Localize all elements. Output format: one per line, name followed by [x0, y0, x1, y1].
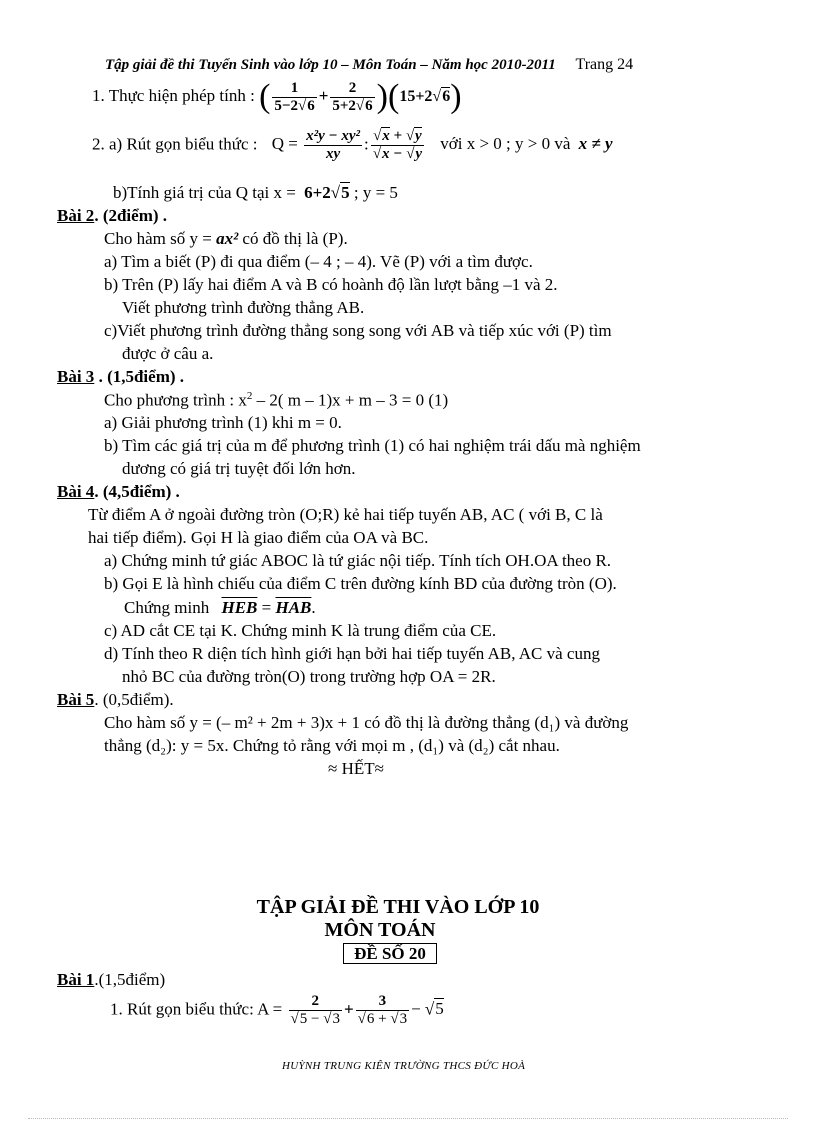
bai5-points: . (0,5điểm). — [94, 690, 174, 709]
q2-label: 2. a) Rút gọn biểu thức : — [92, 134, 258, 154]
bai2-line: c)Viết phương trình đường thẳng song song với AB và tiếp xúc với (P) tìm — [104, 321, 612, 340]
angle-heb: $\overline{HEB}$ — [221, 598, 258, 617]
bai4-line: nhỏ BC của đường tròn(O) trong trường hợp OA = 2R. — [122, 667, 496, 686]
bai5-line: Cho hàm số y = (– m² + 2m + 3)x + 1 có đồ thị là đường thẳng (d₁) và đường — [104, 713, 629, 732]
bai2-line: được ở câu a. — [122, 344, 214, 363]
bai1-question-1: 1. Rút gọn biểu thức: A = $\frac{2}{√5 - √3}$ + $\frac{3}{√6 + √3}$ − √5 — [110, 993, 444, 1027]
q2b-text: b)Tính giá trị của Q tại x = — [113, 183, 296, 202]
bai4-points: . (4,5điểm) . — [94, 482, 180, 501]
bai1-title: Bài 1 — [57, 970, 95, 989]
exam-number-box — [0, 944, 780, 964]
bai3-points: . (1,5điểm) . — [94, 367, 185, 386]
bai2-line: a) Tìm a biết (P) đi qua điểm (– 4 ; – 4). Vẽ (P) với a tìm được. — [104, 252, 533, 271]
bai4-line: a) Chứng minh tứ giác ABOC là tứ giác nội tiếp. Tính tích OH.OA theo R. — [104, 551, 612, 570]
end-mark: ≈ HẾT≈ — [328, 759, 384, 778]
page-footer: HUỲNH TRUNG KIÊN TRƯỜNG THCS ĐỨC HOÀ — [282, 1060, 526, 1072]
bai2-line: Viết phương trình đường thẳng AB. — [122, 298, 365, 317]
page-number: Trang 24 — [575, 56, 634, 73]
bai2-line: Cho hàm số y = ax² có đồ thị là (P). — [104, 229, 348, 248]
bai5-heading — [57, 690, 174, 710]
bai3-line: a) Giải phương trình (1) khi m = 0. — [104, 413, 342, 432]
bai2-line: b) Trên (P) lấy hai điểm A và B có hoành độ lần lượt bằng –1 và 2. — [104, 275, 558, 294]
running-header — [105, 56, 633, 74]
bai3-equation: Cho phương trình : $x^2 - 2$( m – 1)x + m – 3 = 0 (1) — [104, 390, 449, 410]
bai4-heading — [57, 482, 180, 502]
bai4-line: Từ điểm A ở ngoài đường tròn (O;R) kẻ hai tiếp tuyến AB, AC ( với B, C là — [88, 505, 603, 524]
bai4-line: hai tiếp điểm). Gọi H là giao điểm của OA và BC. — [88, 528, 429, 547]
fraction-q-left: $\frac{\text{x²y − xy²}}{xy}$ — [306, 128, 361, 162]
bai5-title: Bài 5 — [57, 690, 95, 709]
prev-question-2b: b)Tính giá trị của Q tại x = 6+2√5 ; y = 5 — [113, 183, 398, 202]
prev-question-2: 2. a) Rút gọn biểu thức : Q = $\frac{\text{x²y − xy²}}{xy}$ : $\frac{√x + √y}{√x - √y}$ với x > 0 ; y > 0 và x ≠ y — [92, 128, 613, 162]
bai3-heading — [57, 367, 184, 387]
bai2-title: Bài 2 — [57, 206, 95, 225]
bai1-heading — [57, 970, 165, 990]
page-bottom-rule — [28, 1118, 788, 1119]
q2b-tail: ; y = 5 — [353, 183, 398, 202]
prev-question-1: 1. Thực hiện phép tính : ( $\frac{1}{5-2√6}$ + $\frac{2}{5+2√6}$ )(15+2√6) — [92, 78, 462, 115]
bai5-line: thẳng (d₂): y = 5x. Chứng tỏ rằng với mọi m , (d₁) và (d₂) cắt nhau. — [104, 736, 560, 755]
fraction-2: $\frac{2}{5+2√6}$ — [332, 79, 373, 114]
bai3-line: b) Tìm các giá trị của m để phương trình (1) có hai nghiệm trái dấu mà nghiệm — [104, 436, 641, 455]
bai3-line: dương có giá trị tuyệt đối lớn hơn. — [122, 459, 356, 478]
bai3-title: Bài 3 — [57, 367, 95, 386]
bai4-line: b) Gọi E là hình chiếu của điểm C trên đường kính BD của đường tròn (O). — [104, 574, 617, 593]
exam-number: ĐỀ SỐ 20 — [343, 943, 437, 964]
angle-hab: $\overline{HAB}$ — [275, 598, 312, 617]
bai2-heading — [57, 206, 167, 226]
q1-label: 1. Thực hiện phép tính : — [92, 85, 255, 105]
bai2-points: . (2điểm) . — [94, 206, 168, 225]
bai4-line: Chứng minh $\overline{HEB} = \overline{HAB}$. — [124, 598, 316, 617]
fraction-q-right: $\frac{√x + √y}{√x - √y}$ — [372, 128, 422, 162]
bai4-title: Bài 4 — [57, 482, 95, 501]
section-subject: MÔN TOÁN — [324, 919, 436, 941]
section-title: TẬP GIẢI ĐỀ THI VÀO LỚP 10 — [256, 896, 540, 918]
bai4-line: c) AD cắt CE tại K. Chứng minh K là trung điểm của CE. — [104, 621, 497, 640]
fraction-a1: $\frac{2}{√5 - √3}$ — [290, 993, 340, 1027]
bai1-q1-label: 1. Rút gọn biểu thức: A = — [110, 999, 283, 1019]
bai4-line: d) Tính theo R diện tích hình giới hạn bởi hai tiếp tuyến AB, AC và cung — [104, 644, 600, 663]
q2-condition: với x > 0 ; y > 0 và — [440, 134, 571, 154]
fraction-1: $\frac{1}{5-2√6}$ — [274, 79, 315, 114]
fraction-a2: $\frac{3}{√6 + √3}$ — [357, 993, 408, 1027]
header-title: Tập giải đề thi Tuyển Sinh vào lớp 10 – Môn Toán – Năm học 2010-2011 — [105, 57, 556, 73]
bai1-points: .(1,5điểm) — [94, 970, 166, 989]
